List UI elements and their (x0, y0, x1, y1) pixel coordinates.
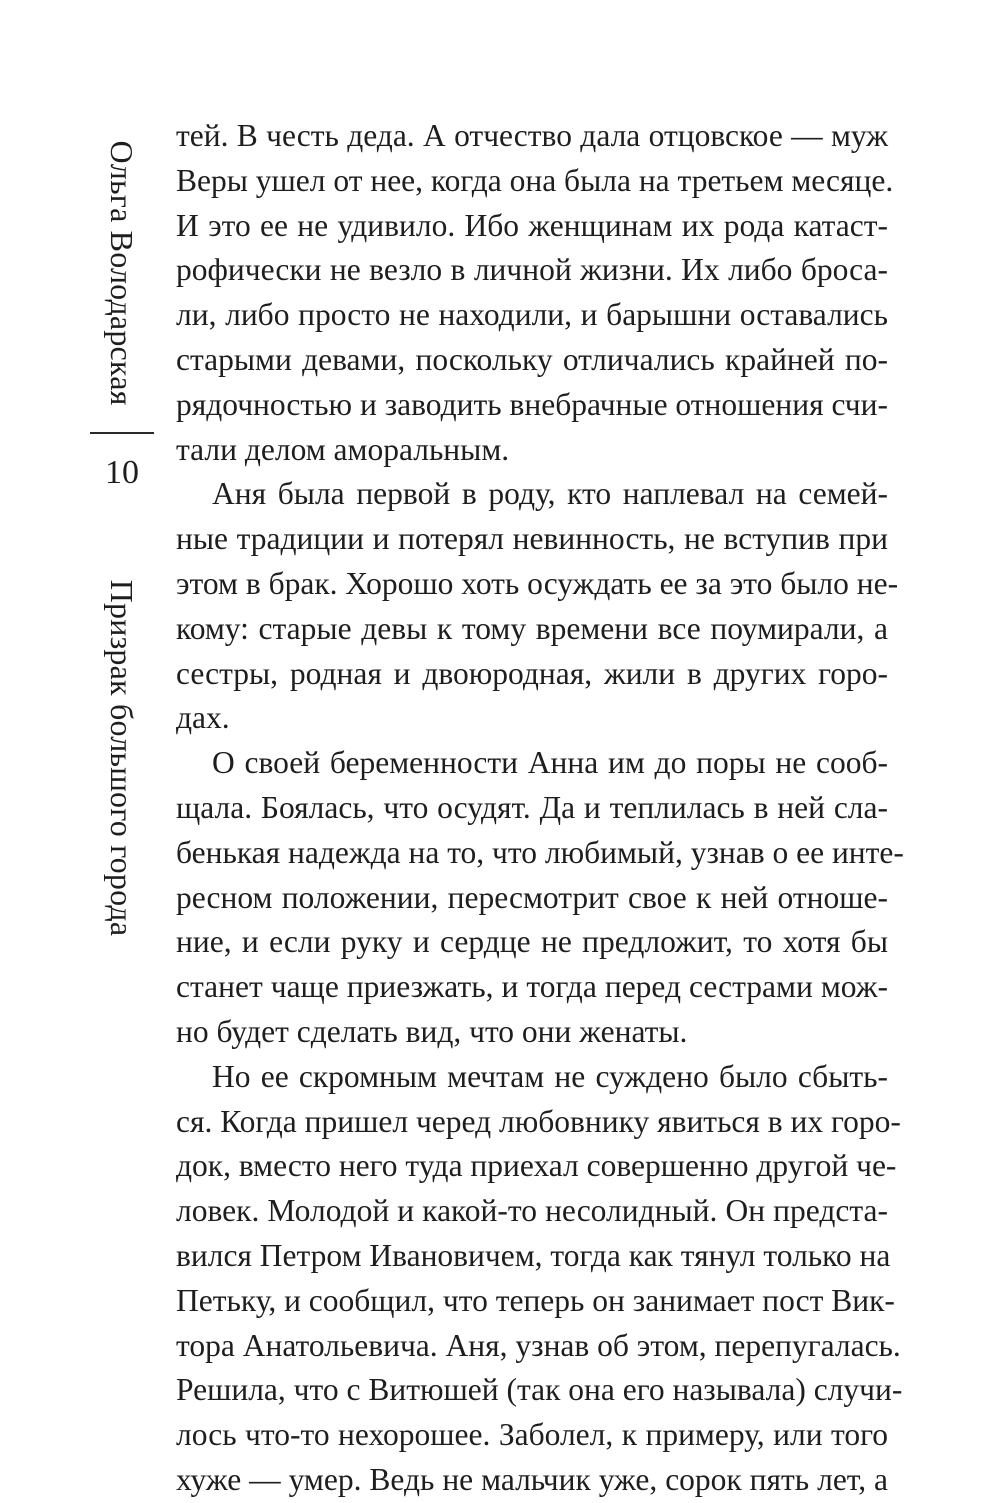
running-head-author (96, 120, 148, 426)
text-line: ловек. Молодой и какой-то несолидный. Он предста- (176, 1193, 888, 1229)
page-number: 10 (105, 454, 139, 491)
text-line: вился Петром Ивановичем, тогда как тянул только на (176, 1237, 891, 1273)
text-line: но будет сделать вид, что они женаты. (176, 1013, 688, 1049)
text-line: лось что-то нехорошее. Заболел, к примеру, или того (176, 1417, 888, 1453)
text-line: О своей беременности Анна им до поры не сооб- (212, 745, 888, 781)
running-head-divider (90, 432, 154, 434)
text-line: бенькая надежда на то, что любимый, узнав о ее инте- (176, 834, 904, 870)
text-line: рядочностью и заводить внебрачные отношения счи- (176, 386, 888, 422)
paragraph (176, 472, 899, 741)
text-line: тали делом аморальным. (176, 431, 510, 467)
paragraph (176, 741, 904, 1055)
text-line: Веры ушел от нее, когда она была на третьем месяце. (176, 162, 894, 198)
text-line: Но ее скромным мечтам не суждено было сбыть- (212, 1058, 888, 1094)
running-head (96, 120, 148, 937)
text-line: старыми девами, поскольку отличались крайней по- (176, 341, 888, 377)
text-line: ные традиции и потерял невинность, не вступив при (176, 521, 888, 557)
paragraph (176, 1055, 903, 1503)
text-line: кому: старые девы к тому времени все поумирали, а (176, 610, 888, 646)
text-line: Решила, что с Витюшей (так она его называла) случи- (176, 1372, 903, 1408)
text-line: ли, либо просто не находили, и барышни оставались (176, 297, 888, 333)
text-line: Аня была первой в роду, кто наплевал на семей- (212, 476, 888, 512)
text-line: ресном положении, пересмотрит свое к ней отноше- (176, 879, 888, 915)
text-line: сестры, родная и двоюродная, жили в других горо- (176, 655, 888, 691)
text-line: рофически не везло в личной жизни. Их либо броса- (176, 252, 888, 288)
book-title: Призрак большого города (104, 579, 140, 937)
text-line: этом в брак. Хорошо хоть осуждать ее за это было не- (176, 565, 899, 601)
author-name: Ольга Володарская (104, 140, 140, 406)
text-line: хуже — умер. Ведь не мальчик уже, сорок пять лет, а (176, 1461, 888, 1497)
body-text (176, 114, 904, 1503)
running-head-title (96, 516, 148, 1000)
text-line: дах. (176, 700, 230, 736)
text-line: ние, и если руку и сердце не предложит, то хотя бы (176, 924, 888, 960)
text-line: док, вместо него туда приехал совершенно другой че- (176, 1148, 897, 1184)
text-line: Петьку, и сообщил, что теперь он занимает пост Вик- (176, 1282, 895, 1318)
text-line: щала. Боялась, что осудят. Да и теплилась в ней сла- (176, 789, 888, 825)
text-line: станет чаще приезжать, и тогда перед сестрами мож- (176, 969, 888, 1005)
text-line: тей. В честь деда. А отчество дала отцовское — муж (176, 118, 888, 153)
text-line: тора Анатольевича. Аня, узнав об этом, перепугалась. (176, 1327, 901, 1363)
paragraph (176, 114, 894, 472)
text-line: И это ее не удивило. Ибо женщинам их рода катаст- (176, 207, 888, 243)
text-line: ся. Когда пришел черед любовнику явиться в их горо- (176, 1103, 901, 1139)
